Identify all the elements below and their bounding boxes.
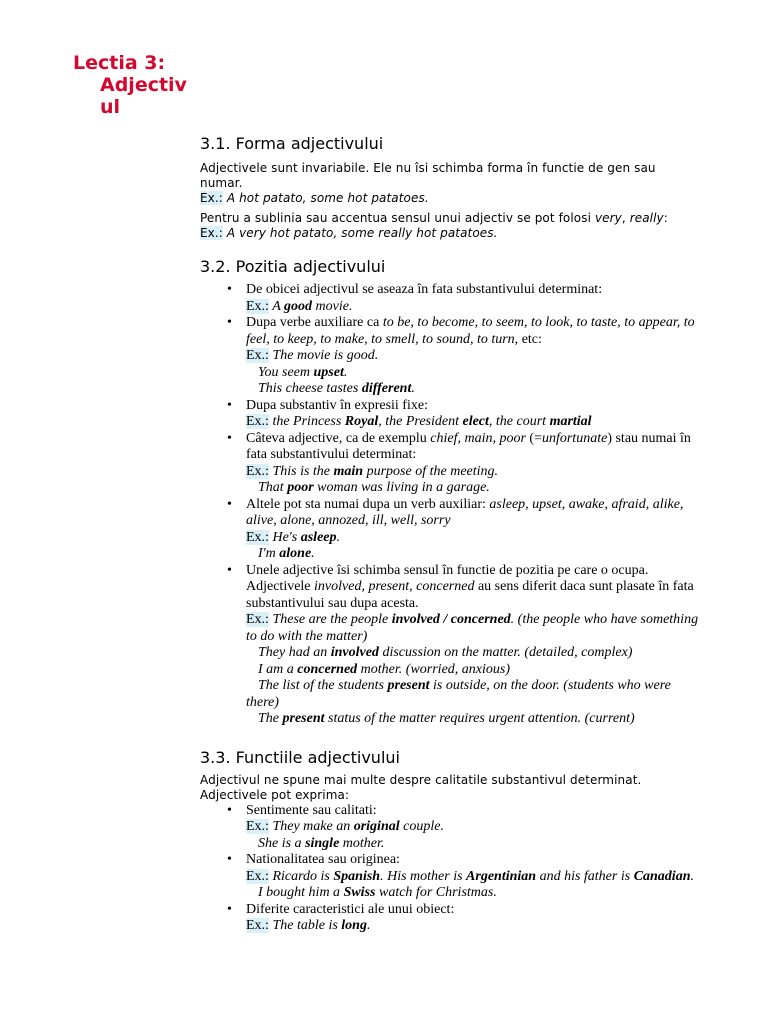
- example-line: You seem upset.: [258, 364, 348, 380]
- paragraph: Adjectivul ne spune mai multe despre calitatile substantivul determinat. Adjectivele pot exprima:: [200, 772, 642, 802]
- example-line: Ex.: He's asleep.: [246, 529, 340, 545]
- paragraph: Pentru a sublinia sau accentua sensul unui adjectiv se pot folosi very, really:: [200, 211, 668, 225]
- paragraph: Adjectivele sunt invariabile. Ele nu îsi schimba forma în functie de gen sau numar.: [200, 161, 656, 190]
- list-item: • Dupa substantiv în expresii fixe:: [227, 397, 428, 413]
- example-line: Ex.: the Princess Royal, the President elect, the court martial: [246, 414, 592, 429]
- example-line: Ex.: A good movie.: [246, 298, 353, 314]
- lesson-title-line-3: ul: [100, 96, 121, 118]
- lesson-title-line-1: Lectia 3:: [73, 52, 166, 74]
- example-line: That poor woman was living in a garage.: [258, 480, 490, 495]
- example-line: Ex.: Ricardo is Spanish. His mother is Argentinian and his father is Canadian.: [246, 868, 694, 884]
- example-line: I bought him a Swiss watch for Christmas.: [258, 885, 497, 900]
- section-heading-3-3: 3.3. Functiile adjectivului: [200, 747, 400, 767]
- list-item: • Nationalitatea sau originea:: [227, 852, 400, 867]
- example-line: She is a single mother.: [258, 835, 385, 851]
- example-line: The present status of the matter requires urgent attention. (current): [258, 711, 635, 726]
- example-marker: Ex.:: [200, 226, 223, 240]
- list-item: • De obicei adjectivul se aseaza în fata substantivului determinat:: [227, 282, 603, 297]
- bullet-list: [200, 803, 700, 935]
- example-line: I'm alone.: [258, 546, 315, 561]
- lesson-title: [73, 52, 187, 118]
- list-item: • Unele adjective îsi schimba sensul în functie de pozitia pe care o ocupa. Adjectivele involved, present, concerned au sens diferit daca sunt plasate în fata substantivului sau dupa acesta.: [227, 562, 694, 611]
- example-line: Ex.: A hot patato, some hot patatoes.: [200, 191, 429, 205]
- list-item: • Altele pot sta numai dupa un verb auxiliar: asleep, upset, awake, afraid, alike, alive, alone, annozed, ill, well, sorry: [227, 496, 684, 528]
- section-heading-3-2: 3.2. Pozitia adjectivului: [200, 257, 386, 276]
- lesson-content: [200, 132, 700, 935]
- example-line: The list of the students present is outside, on the door. (students who were there): [246, 678, 671, 710]
- section-heading-3-1: 3.1. Forma adjectivului: [200, 134, 384, 153]
- list-item: • Dupa verbe auxiliare ca to be, to become, to seem, to look, to taste, to appear, to feel, to keep, to make, to smell, to sound, to turn, etc:: [227, 315, 695, 347]
- example-line: They had an involved discussion on the matter. (detailed, complex): [258, 645, 633, 660]
- list-item: • Sentimente sau calitati:: [227, 802, 377, 818]
- lesson-title-line-2: Adjectiv: [100, 74, 187, 96]
- bullet-list: [200, 282, 700, 728]
- example-line: Ex.: They make an original couple.: [246, 819, 444, 834]
- list-item: • Diferite caracteristici ale unui obiect:: [227, 901, 455, 917]
- example-line: Ex.: A very hot patato, some really hot patatoes.: [200, 226, 498, 240]
- example-line: Ex.: These are the people involved / concerned. (the people who have something to do with the matter): [246, 612, 699, 644]
- example-line: Ex.: The table is long.: [246, 918, 371, 933]
- example-marker: Ex.:: [200, 191, 223, 205]
- list-item: • Câteva adjective, ca de exemplu chief, main, poor (=unfortunate) stau numai în fata substantivului determinat:: [227, 430, 691, 462]
- example-line: This cheese tastes different.: [258, 381, 415, 396]
- example-line: Ex.: This is the main purpose of the meeting.: [246, 463, 499, 479]
- example-line: I am a concerned mother. (worried, anxious): [258, 661, 510, 677]
- example-line: Ex.: The movie is good.: [246, 348, 379, 363]
